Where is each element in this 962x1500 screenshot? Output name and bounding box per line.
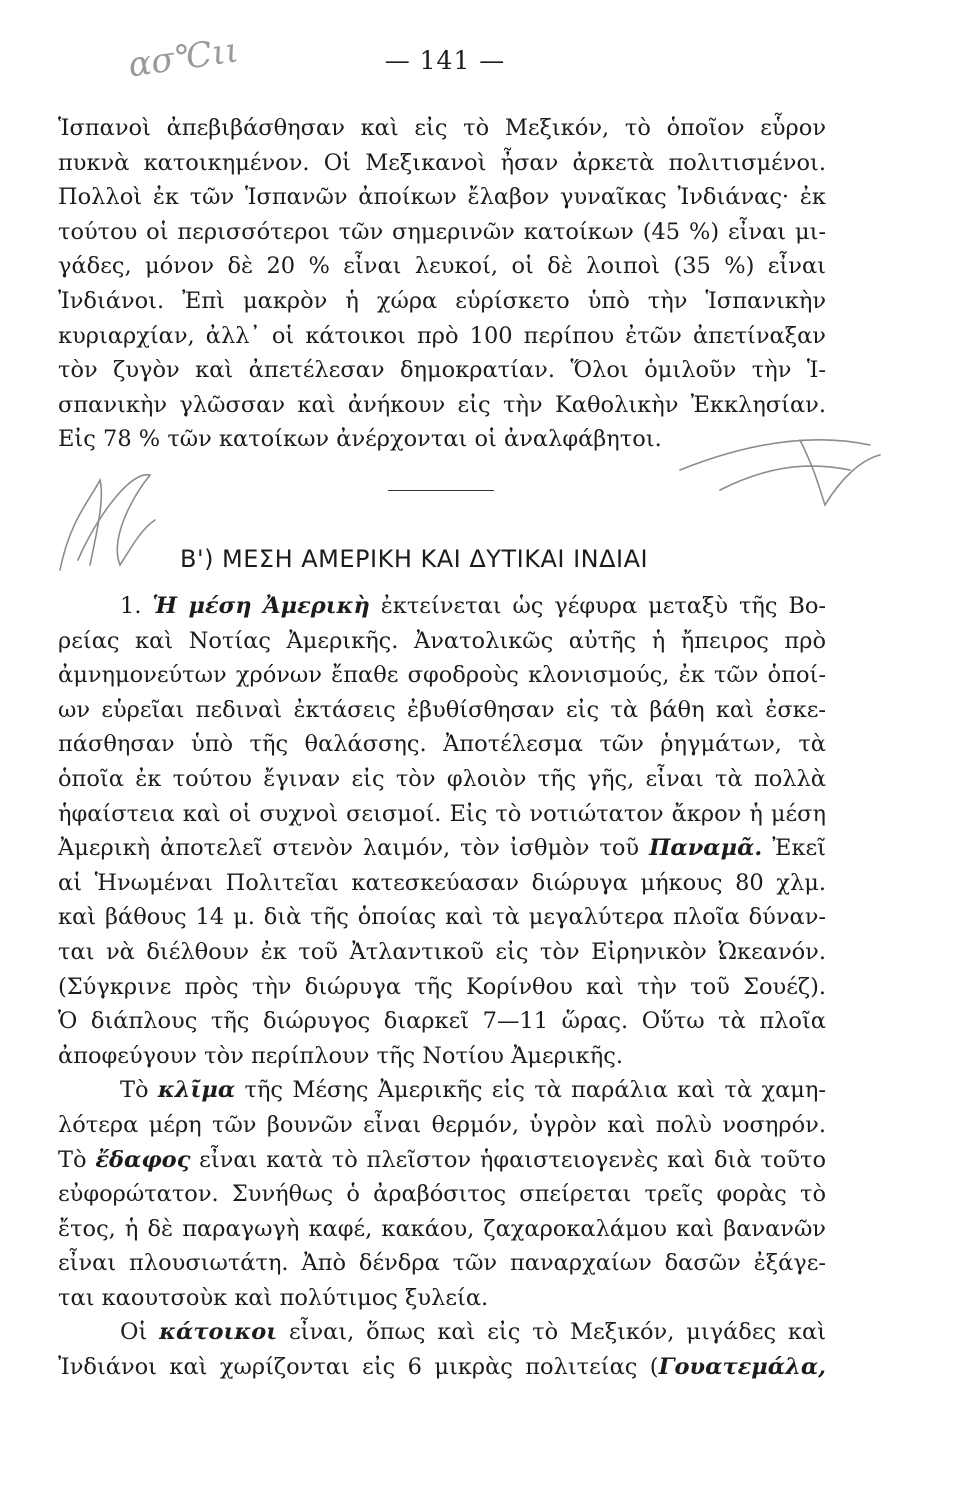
text-line: ἔτος, ἡ δὲ παραγωγὴ καφέ, κακάου, ζαχαροκαλάμου καὶ βανανῶν — [58, 1215, 826, 1242]
section-divider — [388, 490, 494, 491]
text-line: καὶ βάθους 14 μ. διὰ τῆς ὁποίας καὶ τὰ μεγαλύτερα πλοῖα δύναν- — [58, 904, 826, 931]
text-line: σπανικὴν γλῶσσαν καὶ ἀνήκουν εἰς τὴν Καθολικὴν Ἐκκλησίαν. — [58, 391, 826, 418]
text-line: αἱ Ἡνωμέναι Πολιτεῖαι κατεσκεύασαν διώρυγα μήκους 80 χλμ. — [58, 869, 826, 896]
handwritten-scribble: ασ℃ιι — [125, 30, 242, 86]
text-run: Οἱ — [120, 1319, 148, 1346]
emphasis: ἔδαφος — [95, 1146, 191, 1173]
text-line: τούτου οἱ περισσότεροι τῶν σημερινῶν κατοίκων (45 %) εἶναι μι- — [58, 218, 826, 245]
text-run: ἐκτείνεται ὡς γέφυρα μεταξὺ τῆς Βο- — [380, 593, 827, 619]
text-line: ται νὰ διέλθουν ἐκ τοῦ Ἀτλαντικοῦ εἰς τὸν Εἰρηνικὸν Ὠκεανόν. — [58, 938, 826, 965]
text-line: Ἱσπανοὶ ἀπεβιβάσθησαν καὶ εἰς τὸ Μεξικόν, τὸ ὁποῖον εὗρον — [58, 115, 826, 141]
text-line: ρείας καὶ Νοτίας Ἀμερικῆς. Ἀνατολικῶς αὐτῆς ἡ ἤπειρος πρὸ — [58, 627, 826, 654]
page-number: — 141 — — [384, 46, 506, 75]
emphasis: Ἡ μέση Ἀμερικὴ — [152, 593, 370, 619]
text-line — [58, 1073, 826, 1108]
emphasis: κλῖμα — [157, 1077, 236, 1104]
text-line — [58, 1350, 826, 1385]
text-line: Ἰνδιάνοι. Ἐπὶ μακρὸν ἡ χώρα εὑρίσκετο ὑπὸ τὴν Ἱσπανικὴν — [58, 287, 826, 314]
text-run: Ἰνδιάνοι καὶ χωρίζονται εἰς 6 μικρὰς πολιτείας ( — [58, 1354, 659, 1381]
text-line: ται καουτσοὺκ καὶ πολύτιμος ξυλεία. — [58, 1284, 489, 1311]
text-line: Ὁ διάπλους τῆς διώρυγος διαρκεῖ 7—11 ὥρας. Οὕτω τὰ πλοῖα — [58, 1008, 826, 1035]
text-line: εὐφορώτατον. Συνήθως ὁ ἀραβόσιτος σπείρεται τρεῖς φορὰς τὸ — [58, 1181, 826, 1208]
text-line: ἡφαίστεια καὶ οἱ συχνοὶ σεισμοί. Εἰς τὸ νοτιώτατον ἄκρον ἡ μέση — [58, 800, 826, 827]
text-line: λότερα μέρη τῶν βουνῶν εἶναι θερμόν, ὑγρὸν καὶ πολὺ νοσηρόν. — [58, 1111, 826, 1138]
text-line: εἶναι πλουσιωτάτη. Ἀπὸ δένδρα τῶν παναρχαίων δασῶν ἐξάγε- — [58, 1250, 826, 1277]
paragraph-spanish-mexico — [58, 111, 826, 457]
text-line: Εἰς 78 % τῶν κατοίκων ἀνέρχονται οἱ ἀναλφάβητοι. — [58, 426, 662, 453]
paragraph-number: 1. — [120, 593, 142, 619]
margin-scribble-left-2 — [78, 475, 155, 565]
text-line: ων εὑρεῖαι πεδιναὶ ἐκτάσεις ἐβυθίσθησαν εἰς τὰ βάθη καὶ ἐσκε- — [58, 696, 826, 723]
text-line-numbered — [58, 589, 826, 624]
text-run: Ἐκεῖ — [772, 835, 826, 862]
text-run: εἶναι κατὰ τὸ πλεῖστον ἡφαιστειογενὲς καὶ διὰ τοῦτο — [199, 1146, 826, 1173]
text-run: Τὸ — [120, 1077, 149, 1104]
emphasis: Γουατεμάλα, — [658, 1354, 826, 1381]
text-line — [58, 1143, 826, 1178]
text-line: κυριαρχίαν, ἀλλ᾿ οἱ κάτοικοι πρὸ 100 περίπου ἐτῶν ἀπετίναξαν — [58, 322, 826, 349]
text-run: Τὸ — [58, 1146, 87, 1173]
text-line: γάδες, μόνον δὲ 20 % εἶναι λευκοί, οἱ δὲ λοιποὶ (35 %) εἶναι — [58, 253, 826, 280]
text-line: ὁποῖα ἐκ τούτου ἔγιναν εἰς τὸν φλοιὸν τῆς γῆς, εἶναι τὰ πολλὰ — [58, 765, 826, 792]
emphasis: κάτοικοι — [159, 1319, 278, 1346]
text-run: τῆς Μέσης Ἀμερικῆς εἰς τὰ παράλια καὶ τὰ χαμη- — [244, 1077, 826, 1104]
text-line: ἀποφεύγουν τὸν περίπλουν τῆς Νοτίου Ἀμερικῆς. — [58, 1042, 623, 1069]
section-heading: Β') ΜΕΣΗ ΑΜΕΡΙΚΗ ΚΑΙ ΔΥΤΙΚΑΙ ΙΝΔΙΑΙ — [180, 545, 649, 573]
emphasis: Παναμᾶ. — [649, 835, 763, 862]
text-line: πάσθησαν ὑπὸ τῆς θαλάσσης. Ἀποτέλεσμα τῶν ῥηγμάτων, τὰ — [58, 731, 826, 758]
section-body — [58, 589, 826, 1385]
text-line — [58, 831, 826, 866]
text-line: Πολλοὶ ἐκ τῶν Ἱσπανῶν ἀποίκων ἔλαβον γυναῖκας Ἰνδιάνας· ἐκ — [58, 184, 826, 211]
text-line — [58, 1315, 826, 1350]
text-run: εἶναι, ὅπως καὶ εἰς τὸ Μεξικόν, μιγάδες καὶ — [288, 1319, 827, 1346]
text-line: πυκνὰ κατοικημένον. Οἱ Μεξικανοὶ ἦσαν ἀρκετὰ πολιτισμένοι. — [58, 149, 826, 176]
text-line: τὸν ζυγὸν καὶ ἀπετέλεσαν δημοκρατίαν. Ὅλοι ὁμιλοῦν τὴν Ἱ- — [58, 357, 826, 384]
text-run: Ἀμερικὴ ἀποτελεῖ στενὸν λαιμόν, τὸν ἰσθμὸν τοῦ — [58, 835, 640, 862]
text-line: (Σύγκρινε πρὸς τὴν διώρυγα τῆς Κορίνθου καὶ τὴν τοῦ Σουέζ). — [58, 973, 826, 1000]
text-line: ἀμνημονεύτων χρόνων ἔπαθε σφοδροὺς κλονισμούς, ἐκ τῶν ὁποί- — [58, 662, 826, 689]
